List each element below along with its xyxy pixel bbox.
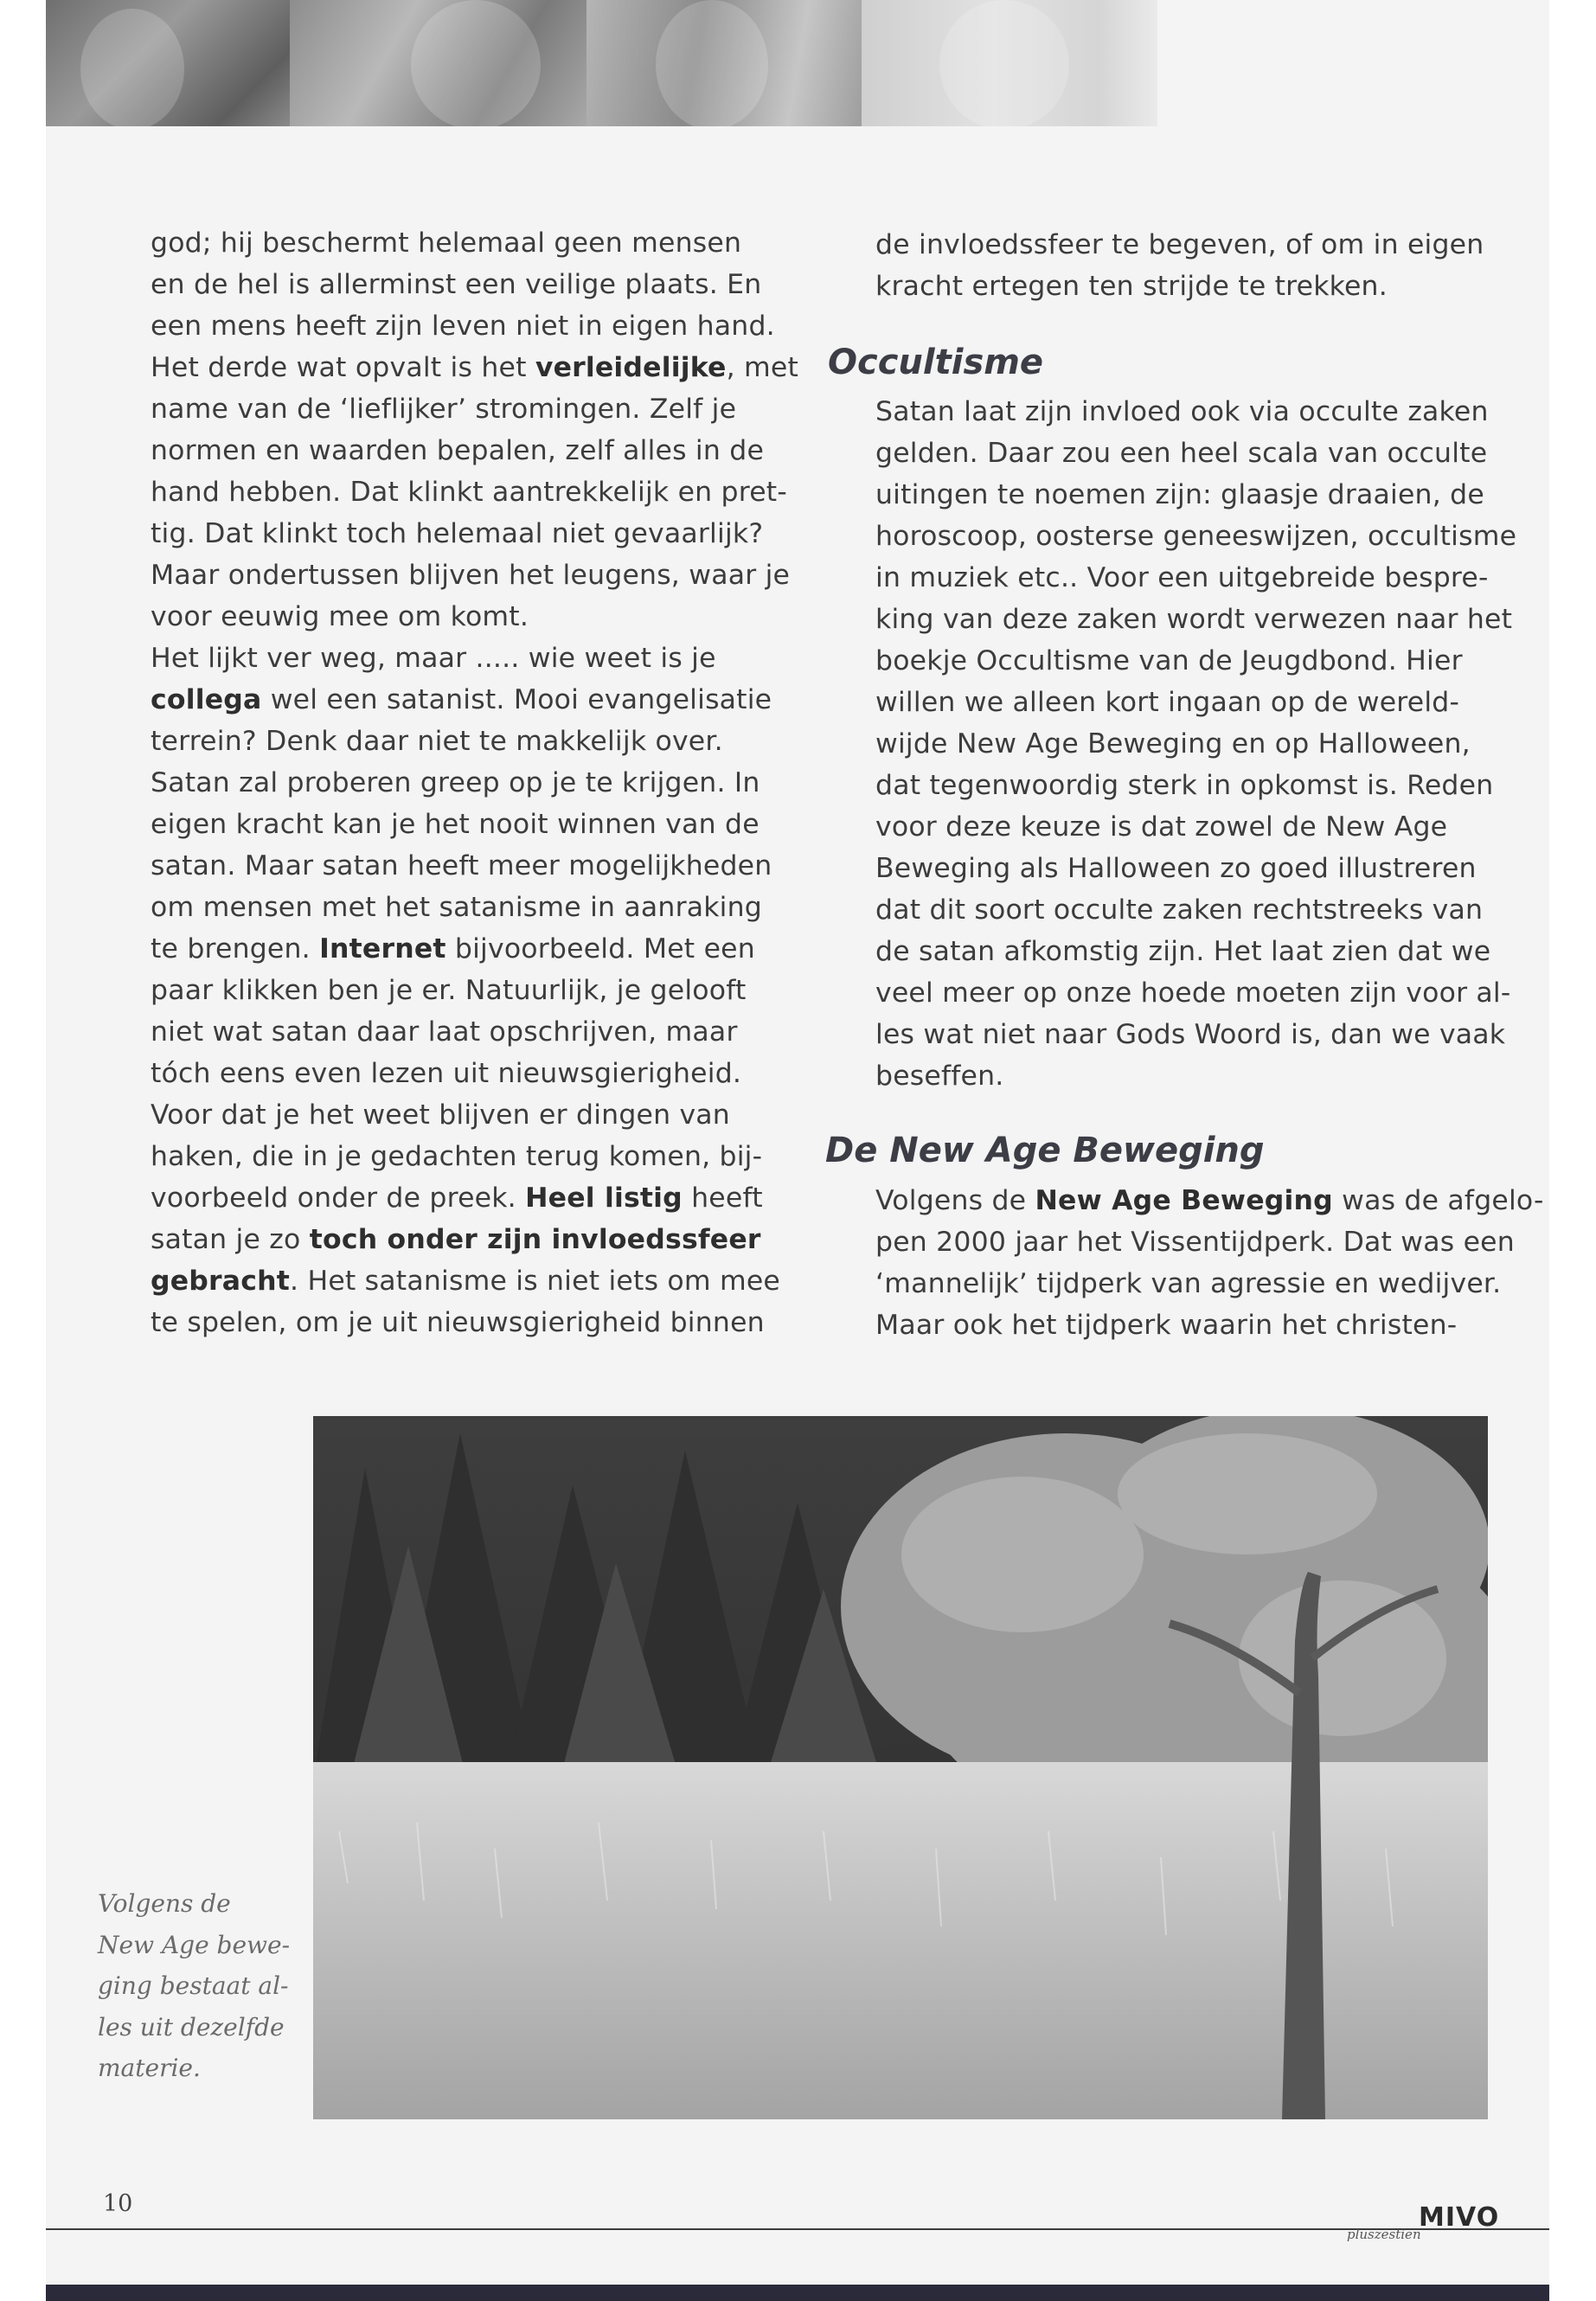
left-column-line (151, 264, 791, 305)
text-span: veel meer op onze hoede moeten zijn voor al- (875, 977, 1511, 1009)
left-column-line (151, 1053, 791, 1094)
occult-line (875, 889, 1516, 931)
bold-text: verleidelijke (535, 352, 727, 383)
text-span: Maar ondertussen blijven het leugens, waar je (151, 560, 791, 591)
occult-line (875, 599, 1516, 640)
text-span: wel een satanist. Mooi evangelisatie (261, 684, 772, 715)
newage-line (875, 1304, 1516, 1346)
occult-line (875, 848, 1516, 889)
left-column-line (151, 388, 791, 430)
text-span: king van deze zaken wordt verwezen naar het (875, 604, 1513, 635)
text-span: pen 2000 jaar het Vissentijdperk. Dat was een (875, 1227, 1515, 1258)
text-span: tóch eens even lezen uit nieuwsgierigheid. (151, 1058, 742, 1089)
newage-line (875, 1263, 1516, 1304)
section-heading-new-age: De New Age Beweging (825, 1131, 1265, 1170)
occult-line (875, 557, 1516, 599)
text-span: ‘mannelijk’ tijdperk van agressie en wedijver. (875, 1268, 1502, 1299)
text-span: uitingen te noemen zijn: glaasje draaien, de (875, 479, 1484, 510)
occult-line (875, 972, 1516, 1014)
caption-line: New Age bewe- (98, 1930, 291, 1959)
boy-portrait-photo (586, 0, 862, 126)
text-span: hand hebben. Dat klinkt aantrekkelijk en pret- (151, 477, 787, 508)
brand-logo: MIVO (1419, 2202, 1500, 2233)
occult-line (875, 806, 1516, 848)
text-span: Het derde wat opvalt is het (151, 352, 535, 383)
left-column-line (151, 1302, 791, 1343)
text-span: Het lijkt ver weg, maar ..... wie weet is je (151, 643, 716, 674)
left-column-line (151, 513, 791, 554)
left-column-line (151, 305, 791, 347)
bold-text: gebracht (151, 1266, 291, 1297)
left-column-line (151, 928, 791, 970)
girls-laughing-photo (290, 0, 586, 126)
text-span: de invloedssfeer te begeven, of om in eigen (875, 229, 1484, 260)
section-heading-occultisme: Occultisme (828, 343, 1044, 382)
left-column-line (151, 845, 791, 887)
text-span: satan. Maar satan heeft meer mogelijkheden (151, 850, 772, 881)
section-occultisme-body (875, 391, 1516, 1097)
left-column-line (151, 1260, 791, 1302)
left-column-line (151, 887, 791, 928)
right-intro-line (875, 224, 1516, 266)
left-column-line (151, 222, 791, 264)
occult-line (875, 391, 1516, 433)
occult-line (875, 1055, 1516, 1097)
text-span: bijvoorbeeld. Met een (445, 933, 755, 965)
caption-line: Volgens de (98, 1889, 231, 1918)
bold-text: toch onder zijn invloedssfeer (309, 1224, 761, 1255)
occult-line (875, 931, 1516, 972)
text-span: kracht ertegen ten strijde te trekken. (875, 271, 1388, 302)
text-span: heeft (682, 1183, 763, 1214)
meadow-with-trees-photo (313, 1416, 1488, 2119)
occult-line (875, 640, 1516, 682)
left-column-line (151, 1094, 791, 1136)
left-column-line (151, 762, 791, 804)
occult-line (875, 682, 1516, 723)
left-column-line (151, 430, 791, 471)
text-span: de satan afkomstig zijn. Het laat zien dat we (875, 936, 1491, 967)
occult-line (875, 433, 1516, 474)
text-span: Satan zal proberen greep op je te krijgen. In (151, 767, 760, 798)
text-span: dat dit soort occulte zaken rechtstreeks van (875, 894, 1484, 926)
text-span: normen en waarden bepalen, zelf alles in de (151, 435, 765, 466)
text-span: paar klikken ben je er. Natuurlijk, je gelooft (151, 975, 747, 1006)
text-span: name van de ‘lieflijker’ stromingen. Zelf je (151, 394, 737, 425)
text-span: niet wat satan daar laat opschrijven, maar (151, 1016, 738, 1048)
text-span: beseffen. (875, 1061, 1004, 1092)
bold-text: Heel listig (525, 1183, 683, 1214)
right-intro-line (875, 266, 1516, 307)
text-span: voor deze keuze is dat zowel de New Age (875, 811, 1448, 843)
text-span: om mensen met het satanisme in aanraking (151, 892, 762, 923)
page-number: 10 (103, 2190, 133, 2217)
newage-line (875, 1221, 1516, 1263)
text-span: willen we alleen kort ingaan op de wereld- (875, 687, 1460, 718)
occult-line (875, 516, 1516, 557)
bottom-edge-bar (46, 2285, 1549, 2301)
text-span: Voor dat je het weet blijven er dingen van (151, 1099, 730, 1131)
left-column-line (151, 554, 791, 596)
bold-text: New Age Beweging (1035, 1185, 1333, 1216)
text-span: gelden. Daar zou een heel scala van occulte (875, 438, 1488, 469)
text-span: Satan laat zijn invloed ook via occulte zaken (875, 396, 1489, 427)
text-span: dat tegenwoordig sterk in opkomst is. Reden (875, 770, 1494, 801)
text-span: voorbeeld onder de preek. (151, 1183, 526, 1214)
text-span: in muziek etc.. Voor een uitgebreide bespre- (875, 562, 1489, 593)
footer-divider (46, 2228, 1549, 2230)
occult-line (875, 1014, 1516, 1055)
left-column-line (151, 1011, 791, 1053)
text-span: horoscoop, oosterse geneeswijzen, occultisme (875, 521, 1517, 552)
left-column-line (151, 638, 791, 679)
text-span: en de hel is allerminst een veilige plaats. En (151, 269, 762, 300)
text-span: Maar ook het tijdperk waarin het christen- (875, 1310, 1458, 1341)
text-span: wijde New Age Beweging en op Halloween, (875, 728, 1471, 760)
left-column-line (151, 721, 791, 762)
text-span: terrein? Denk daar niet te makkelijk over. (151, 726, 723, 757)
text-span: te spelen, om je uit nieuwsgierigheid binnen (151, 1307, 765, 1338)
text-span: Beweging als Halloween zo goed illustreren (875, 853, 1477, 884)
caption-line: materie. (98, 2054, 201, 2082)
caption-line: les uit dezelfde (98, 2012, 285, 2041)
left-column-line (151, 679, 791, 721)
caption-line: ging bestaat al- (98, 1971, 289, 2000)
text-span: boekje Occultisme van de Jeugdbond. Hier (875, 645, 1463, 676)
left-column-line (151, 1219, 791, 1260)
article-left-column (151, 222, 799, 1343)
brand-subtitle: pluszestien (1347, 2227, 1421, 2242)
text-span: was de afgelo- (1332, 1185, 1544, 1216)
header-photo-strip (46, 0, 1157, 126)
text-span: voor eeuwig mee om komt. (151, 601, 529, 632)
newage-line (875, 1180, 1544, 1221)
bold-text: Internet (319, 933, 446, 965)
occult-line (875, 474, 1516, 516)
text-span: tig. Dat klinkt toch helemaal niet gevaarlijk? (151, 518, 764, 549)
left-column-line (151, 347, 799, 388)
photo-caption (98, 1883, 297, 2089)
occult-line (875, 765, 1516, 806)
text-span: . Het satanisme is niet iets om mee (290, 1266, 781, 1297)
left-column-line (151, 804, 791, 845)
faded-portrait-photo (862, 0, 1157, 126)
occult-line (875, 723, 1516, 765)
text-span: god; hij beschermt helemaal geen mensen (151, 228, 742, 259)
left-column-line (151, 1136, 791, 1177)
left-column-line (151, 1177, 791, 1219)
left-column-line (151, 970, 791, 1011)
text-span: eigen kracht kan je het nooit winnen van de (151, 809, 760, 840)
text-span: satan je zo (151, 1224, 310, 1255)
bold-text: collega (151, 684, 262, 715)
girl-laughing-photo (46, 0, 290, 126)
text-span: haken, die in je gedachten terug komen, bij- (151, 1141, 763, 1172)
text-span: een mens heeft zijn leven niet in eigen hand. (151, 311, 775, 342)
text-span: te brengen. (151, 933, 320, 965)
article-right-intro (875, 224, 1516, 307)
left-column-line (151, 596, 791, 638)
left-column-line (151, 471, 791, 513)
text-span: les wat niet naar Gods Woord is, dan we vaak (875, 1019, 1506, 1050)
text-span: , met (726, 352, 799, 383)
section-new-age-body (875, 1180, 1544, 1346)
text-span: Volgens de (875, 1185, 1035, 1216)
